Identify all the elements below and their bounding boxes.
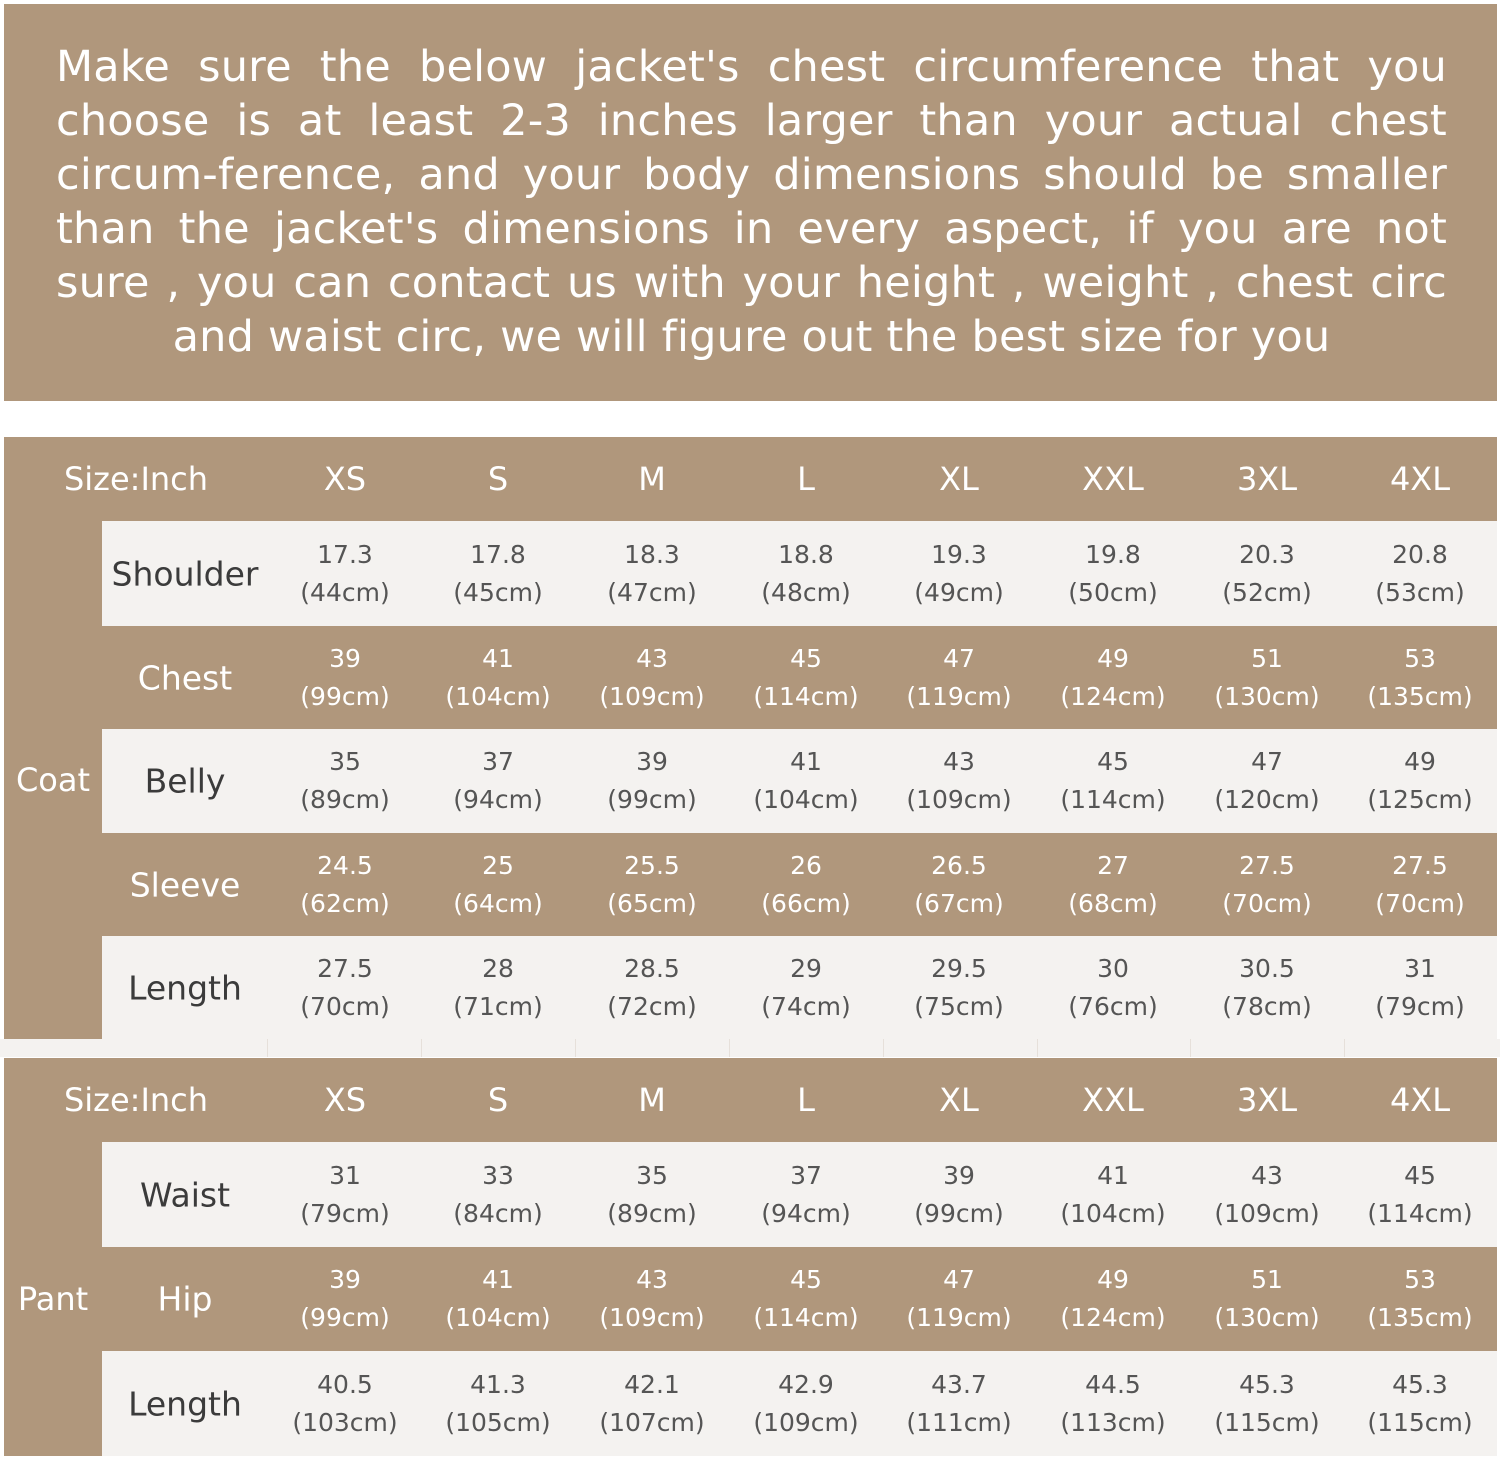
- coat-cell: [575, 729, 729, 833]
- inch-value: 40.5: [317, 1369, 373, 1399]
- cm-value: (67cm): [914, 888, 1004, 918]
- cm-value: (84cm): [453, 1198, 543, 1228]
- coat-cell: [1036, 936, 1190, 1039]
- inch-value: 49: [1097, 643, 1129, 673]
- inch-value: 27.5: [317, 953, 373, 983]
- strip-divider: [1037, 1039, 1038, 1057]
- cm-value: (103cm): [292, 1407, 398, 1437]
- inch-value: 43: [1251, 1160, 1283, 1190]
- cm-value: (109cm): [906, 785, 1012, 814]
- coat-cell: [575, 521, 729, 626]
- pant-size-xxl: XXL: [1082, 1081, 1144, 1119]
- coat-cell: [1190, 833, 1344, 936]
- pant-row-label: Length: [128, 1384, 242, 1423]
- cm-value: (75cm): [914, 991, 1004, 1021]
- strip-divider: [267, 1039, 268, 1057]
- cm-value: (66cm): [761, 888, 851, 918]
- cm-value: (124cm): [1060, 1303, 1166, 1332]
- inch-value: 45: [790, 1265, 822, 1294]
- inch-value: 53: [1404, 643, 1436, 673]
- coat-cell: [421, 936, 575, 1039]
- inch-value: 29: [790, 953, 822, 983]
- pant-header-row: [4, 1058, 1497, 1142]
- coat-cell: [729, 936, 883, 1039]
- coat-size-l: L: [797, 460, 815, 498]
- inch-value: 44.5: [1085, 1369, 1141, 1399]
- inch-value: 18.3: [624, 539, 680, 569]
- pant-size-m: M: [638, 1081, 666, 1119]
- inch-value: 53: [1404, 1265, 1436, 1294]
- inch-value: 28.5: [624, 953, 680, 983]
- cm-value: (72cm): [607, 991, 697, 1021]
- cm-value: (99cm): [607, 785, 697, 814]
- cm-value: (107cm): [599, 1407, 705, 1437]
- coat-row-belly: [102, 729, 1497, 833]
- pant-row-length: [102, 1351, 1497, 1456]
- inch-value: 28: [482, 953, 514, 983]
- coat-cell: [421, 833, 575, 936]
- table-separator-strip: [0, 1039, 1500, 1057]
- pant-cell: [268, 1351, 422, 1456]
- pant-cell: [882, 1247, 1036, 1351]
- cm-value: (115cm): [1367, 1407, 1473, 1437]
- coat-row-chest: [102, 626, 1497, 729]
- coat-cell: [729, 833, 883, 936]
- inch-value: 35: [636, 1160, 668, 1190]
- inch-value: 43: [636, 643, 668, 673]
- cm-value: (119cm): [906, 681, 1012, 711]
- inch-value: 35: [329, 747, 361, 776]
- inch-value: 31: [329, 1160, 361, 1190]
- inch-value: 37: [482, 747, 514, 776]
- inch-value: 51: [1251, 643, 1283, 673]
- inch-value: 49: [1097, 1265, 1129, 1294]
- coat-cell: [1190, 626, 1344, 729]
- pant-cell: [1190, 1351, 1344, 1456]
- pant-size-3xl: 3XL: [1236, 1081, 1298, 1119]
- cm-value: (114cm): [1367, 1198, 1473, 1228]
- inch-value: 42.1: [624, 1369, 680, 1399]
- inch-value: 43: [943, 747, 975, 776]
- coat-cell: [268, 833, 422, 936]
- coat-cell: [1190, 521, 1344, 626]
- cm-value: (109cm): [599, 1303, 705, 1332]
- cm-value: (78cm): [1222, 991, 1312, 1021]
- pant-size-4xl: 4XL: [1389, 1081, 1451, 1119]
- size-advice-text: Make sure the below jacket's chest circumference that you choose is at least 2-3 inches larger than your actual chest circum-ference, and your body dimensions should be smaller than the jacket's dimensions in every aspect, if you are not sure , you can contact us with your height , weight , chest circ and waist circ, we will figure out the best size for you: [56, 42, 1447, 362]
- pant-cell: [1036, 1142, 1190, 1247]
- cm-value: (114cm): [753, 681, 859, 711]
- cm-value: (109cm): [599, 681, 705, 711]
- coat-cell: [421, 521, 575, 626]
- pant-size-xl: XL: [939, 1081, 979, 1119]
- pant-cell: [421, 1247, 575, 1351]
- cm-value: (79cm): [1375, 991, 1465, 1021]
- pant-row-waist: [102, 1142, 1497, 1247]
- coat-header-row: [4, 437, 1497, 521]
- coat-row-sleeve: [102, 833, 1497, 936]
- coat-size-table: [4, 437, 1497, 1039]
- pant-cell: [575, 1142, 729, 1247]
- coat-cell: [1343, 626, 1497, 729]
- cm-value: (64cm): [453, 888, 543, 918]
- inch-value: 33: [482, 1160, 514, 1190]
- coat-size-xs: XS: [323, 460, 367, 498]
- coat-cell: [1343, 729, 1497, 833]
- cm-value: (109cm): [753, 1407, 859, 1437]
- pant-cell: [1343, 1142, 1497, 1247]
- pant-header-label: Size:Inch: [63, 1081, 209, 1119]
- inch-value: 41.3: [470, 1369, 526, 1399]
- coat-cell: [882, 521, 1036, 626]
- inch-value: 25: [482, 850, 514, 880]
- cm-value: (109cm): [1214, 1198, 1320, 1228]
- inch-value: 45: [790, 643, 822, 673]
- coat-cell: [1036, 833, 1190, 936]
- cm-value: (70cm): [300, 991, 390, 1021]
- coat-cell: [575, 626, 729, 729]
- coat-cell: [1343, 936, 1497, 1039]
- coat-cell: [1190, 936, 1344, 1039]
- inch-value: 19.8: [1085, 539, 1141, 569]
- strip-divider: [575, 1039, 576, 1057]
- cm-value: (119cm): [906, 1303, 1012, 1332]
- pant-cell: [268, 1142, 422, 1247]
- inch-value: 17.3: [317, 539, 373, 569]
- coat-cell: [882, 626, 1036, 729]
- pant-cell: [882, 1142, 1036, 1247]
- cm-value: (89cm): [300, 785, 390, 814]
- pant-cell: [882, 1351, 1036, 1456]
- cm-value: (111cm): [906, 1407, 1012, 1437]
- cm-value: (130cm): [1214, 1303, 1320, 1332]
- inch-value: 20.8: [1392, 539, 1448, 569]
- inch-value: 41: [1097, 1160, 1129, 1190]
- coat-row-label: Sleeve: [129, 865, 241, 904]
- inch-value: 37: [790, 1160, 822, 1190]
- cm-value: (49cm): [914, 577, 1004, 607]
- coat-row-shoulder: [102, 521, 1497, 626]
- cm-value: (70cm): [1222, 888, 1312, 918]
- coat-size-3xl: 3XL: [1236, 460, 1298, 498]
- strip-divider: [1190, 1039, 1191, 1057]
- inch-value: 27.5: [1239, 850, 1295, 880]
- inch-value: 39: [329, 1265, 361, 1294]
- coat-cell: [268, 521, 422, 626]
- inch-value: 17.8: [470, 539, 526, 569]
- cm-value: (65cm): [607, 888, 697, 918]
- pant-cell: [421, 1351, 575, 1456]
- pant-group-label: Pant: [17, 1280, 89, 1318]
- cm-value: (104cm): [1060, 1198, 1166, 1228]
- strip-divider: [1344, 1039, 1345, 1057]
- pant-row-hip: [102, 1247, 1497, 1351]
- coat-cell: [421, 729, 575, 833]
- pant-cell: [1190, 1142, 1344, 1247]
- inch-value: 19.3: [931, 539, 987, 569]
- coat-size-4xl: 4XL: [1389, 460, 1451, 498]
- cm-value: (44cm): [300, 577, 390, 607]
- pant-cell: [1343, 1351, 1497, 1456]
- strip-divider: [729, 1039, 730, 1057]
- cm-value: (114cm): [1060, 785, 1166, 814]
- cm-value: (104cm): [753, 785, 859, 814]
- strip-divider: [421, 1039, 422, 1057]
- cm-value: (94cm): [453, 785, 543, 814]
- inch-value: 29.5: [931, 953, 987, 983]
- coat-row-label: Chest: [137, 658, 233, 697]
- pant-cell: [268, 1247, 422, 1351]
- cm-value: (124cm): [1060, 681, 1166, 711]
- coat-cell: [1036, 626, 1190, 729]
- cm-value: (50cm): [1068, 577, 1158, 607]
- inch-value: 30: [1097, 953, 1129, 983]
- coat-cell: [882, 729, 1036, 833]
- coat-cell: [268, 936, 422, 1039]
- pant-size-l: L: [797, 1081, 815, 1119]
- cm-value: (94cm): [761, 1198, 851, 1228]
- inch-value: 25.5: [624, 850, 680, 880]
- coat-row-label: Shoulder: [111, 554, 259, 593]
- cm-value: (70cm): [1375, 888, 1465, 918]
- coat-cell: [1343, 833, 1497, 936]
- inch-value: 42.9: [778, 1369, 834, 1399]
- coat-cell: [729, 626, 883, 729]
- coat-cell: [882, 936, 1036, 1039]
- inch-value: 51: [1251, 1265, 1283, 1294]
- pant-group-column: [4, 1142, 102, 1456]
- pant-cell: [1036, 1247, 1190, 1351]
- strip-divider: [883, 1039, 884, 1057]
- cm-value: (45cm): [453, 577, 543, 607]
- cm-value: (135cm): [1367, 1303, 1473, 1332]
- inch-value: 39: [329, 643, 361, 673]
- inch-value: 43.7: [931, 1369, 987, 1399]
- inch-value: 47: [943, 643, 975, 673]
- inch-value: 26.5: [931, 850, 987, 880]
- coat-cell: [729, 729, 883, 833]
- inch-value: 45.3: [1392, 1369, 1448, 1399]
- inch-value: 49: [1404, 747, 1436, 776]
- coat-size-xxl: XXL: [1082, 460, 1144, 498]
- pant-cell: [1343, 1247, 1497, 1351]
- pant-size-xs: XS: [323, 1081, 367, 1119]
- cm-value: (53cm): [1375, 577, 1465, 607]
- inch-value: 45.3: [1239, 1369, 1295, 1399]
- coat-cell: [1036, 521, 1190, 626]
- cm-value: (120cm): [1214, 785, 1320, 814]
- cm-value: (71cm): [453, 991, 543, 1021]
- cm-value: (114cm): [753, 1303, 859, 1332]
- cm-value: (104cm): [445, 1303, 551, 1332]
- coat-size-s: S: [487, 460, 509, 498]
- inch-value: 30.5: [1239, 953, 1295, 983]
- inch-value: 24.5: [317, 850, 373, 880]
- cm-value: (130cm): [1214, 681, 1320, 711]
- coat-row-label: Length: [128, 968, 242, 1007]
- pant-cell: [729, 1247, 883, 1351]
- coat-group-column: [4, 521, 102, 1039]
- coat-cell: [421, 626, 575, 729]
- cm-value: (113cm): [1060, 1407, 1166, 1437]
- cm-value: (68cm): [1068, 888, 1158, 918]
- inch-value: 47: [943, 1265, 975, 1294]
- inch-value: 41: [482, 643, 514, 673]
- coat-row-label: Belly: [144, 761, 226, 801]
- cm-value: (47cm): [607, 577, 697, 607]
- inch-value: 47: [1251, 747, 1283, 776]
- cm-value: (89cm): [607, 1198, 697, 1228]
- cm-value: (79cm): [300, 1198, 390, 1228]
- coat-header-label: Size:Inch: [63, 460, 209, 498]
- pant-cell: [575, 1351, 729, 1456]
- coat-cell: [268, 626, 422, 729]
- coat-cell: [729, 521, 883, 626]
- inch-value: 43: [636, 1265, 668, 1294]
- pant-cell: [1036, 1351, 1190, 1456]
- inch-value: 41: [482, 1265, 514, 1294]
- pant-size-s: S: [487, 1081, 509, 1119]
- cm-value: (99cm): [300, 681, 390, 711]
- pant-cell: [729, 1142, 883, 1247]
- inch-value: 39: [943, 1160, 975, 1190]
- coat-cell: [1190, 729, 1344, 833]
- cm-value: (125cm): [1367, 785, 1473, 814]
- cm-value: (62cm): [300, 888, 390, 918]
- cm-value: (74cm): [761, 991, 851, 1021]
- inch-value: 45: [1097, 747, 1129, 776]
- pant-cell: [421, 1142, 575, 1247]
- inch-value: 39: [636, 747, 668, 776]
- coat-cell: [882, 833, 1036, 936]
- inch-value: 18.8: [778, 539, 834, 569]
- cm-value: (99cm): [914, 1198, 1004, 1228]
- inch-value: 26: [790, 850, 822, 880]
- inch-value: 45: [1404, 1160, 1436, 1190]
- cm-value: (115cm): [1214, 1407, 1320, 1437]
- cm-value: (52cm): [1222, 577, 1312, 607]
- coat-cell: [268, 729, 422, 833]
- coat-row-length: [102, 936, 1497, 1039]
- inch-value: 31: [1404, 953, 1436, 983]
- pant-cell: [729, 1351, 883, 1456]
- cm-value: (105cm): [445, 1407, 551, 1437]
- inch-value: 41: [790, 747, 822, 776]
- coat-size-m: M: [638, 460, 666, 498]
- inch-value: 27.5: [1392, 850, 1448, 880]
- coat-cell: [575, 833, 729, 936]
- cm-value: (76cm): [1068, 991, 1158, 1021]
- inch-value: 27: [1097, 850, 1129, 880]
- pant-cell: [575, 1247, 729, 1351]
- cm-value: (48cm): [761, 577, 851, 607]
- coat-cell: [1036, 729, 1190, 833]
- coat-group-label: Coat: [15, 761, 91, 799]
- coat-size-xl: XL: [939, 460, 979, 498]
- pant-row-label: Waist: [139, 1175, 231, 1214]
- pant-row-label: Hip: [157, 1279, 213, 1319]
- pant-cell: [1190, 1247, 1344, 1351]
- coat-cell: [1343, 521, 1497, 626]
- cm-value: (104cm): [445, 681, 551, 711]
- size-advice-banner: [4, 4, 1497, 401]
- pant-size-table: [4, 1058, 1497, 1456]
- cm-value: (99cm): [300, 1303, 390, 1332]
- cm-value: (135cm): [1367, 681, 1473, 711]
- inch-value: 20.3: [1239, 539, 1295, 569]
- coat-cell: [575, 936, 729, 1039]
